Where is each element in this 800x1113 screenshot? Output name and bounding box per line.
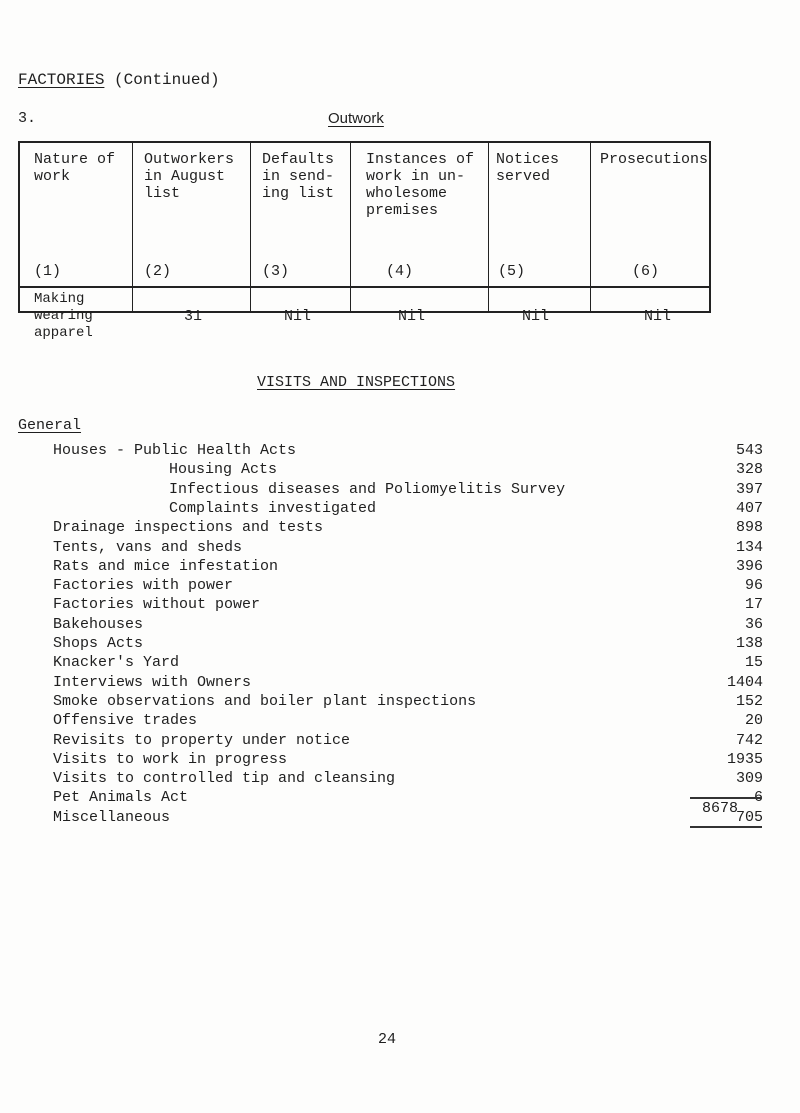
- visit-count: 1935: [726, 750, 763, 768]
- visit-label: Miscellaneous: [53, 808, 171, 826]
- header-outworkers: Outworkers in August list: [144, 151, 235, 202]
- visit-count: 15: [744, 654, 763, 672]
- column-number: (5): [498, 263, 526, 280]
- visit-count: 152: [735, 692, 763, 710]
- subsection-number: 3.: [18, 110, 37, 127]
- visit-label: Complaints investigated: [169, 499, 377, 517]
- visit-label: Rats and mice infestation: [53, 557, 279, 575]
- header-nature-of-work: Nature of work: [34, 151, 116, 185]
- visit-count: 6: [753, 789, 763, 807]
- visits-heading: VISITS AND INSPECTIONS: [257, 374, 456, 391]
- visit-count: 543: [735, 442, 763, 459]
- visit-count: 1404: [726, 673, 763, 691]
- row-notices: Nil: [522, 308, 550, 325]
- row-prosecutions: Nil: [644, 308, 672, 325]
- visit-label: Tents, vans and sheds: [53, 538, 243, 556]
- page-number: 24: [378, 1031, 397, 1048]
- visit-count: 96: [744, 577, 763, 595]
- outwork-table: [18, 141, 711, 341]
- visit-count: 742: [735, 731, 763, 749]
- visit-count: 36: [744, 615, 763, 633]
- visit-count: 20: [744, 712, 763, 730]
- visit-label: Visits to work in progress: [53, 750, 288, 768]
- header-prosecutions: Prosecutions: [600, 151, 709, 168]
- visit-count: 898: [735, 519, 763, 537]
- visit-count: 705: [735, 808, 763, 826]
- header-notices: Notices served: [496, 151, 560, 185]
- column-number: (2): [144, 263, 172, 280]
- column-number: (6): [632, 263, 660, 280]
- visit-label: Interviews with Owners: [53, 673, 252, 691]
- visit-count: 138: [735, 635, 763, 652]
- subsection-title: Outwork: [328, 110, 384, 127]
- row-outworkers: 31: [184, 308, 203, 325]
- column-number: (4): [386, 263, 414, 280]
- visit-label: Infectious diseases and Poliomyelitis Survey: [169, 480, 566, 498]
- row-defaults: Nil: [284, 308, 312, 325]
- column-number: (1): [34, 263, 62, 280]
- visit-label: Factories with power: [53, 577, 234, 595]
- visit-label: Shops Acts: [53, 635, 144, 652]
- header-defaults: Defaults in send- ing list: [262, 151, 335, 202]
- visits-total: 8678: [702, 800, 739, 817]
- visit-label: Houses - Public Health Acts: [53, 442, 297, 459]
- visit-label: Drainage inspections and tests: [53, 519, 324, 537]
- visit-label: Housing Acts: [169, 461, 278, 479]
- row-nature-of-work: Making wearing apparel: [34, 291, 93, 341]
- visit-count: 397: [735, 480, 763, 498]
- row-instances: Nil: [398, 308, 426, 325]
- visit-label: Offensive trades: [53, 712, 198, 730]
- visit-count: 309: [735, 770, 763, 788]
- section-heading-suffix: (Continued): [114, 71, 220, 89]
- header-divider: [20, 286, 709, 288]
- total-rule-top: [690, 797, 762, 799]
- visit-count: 328: [735, 461, 763, 479]
- header-instances: Instances of work in un- wholesome premises: [366, 151, 475, 219]
- visit-count: 134: [735, 538, 763, 556]
- visit-label: Revisits to property under notice: [53, 731, 351, 749]
- visit-label: Knacker's Yard: [53, 654, 180, 672]
- total-rule-bottom: [690, 826, 762, 828]
- visit-label: Smoke observations and boiler plant inspections: [53, 692, 477, 710]
- column-number: (3): [262, 263, 290, 280]
- section-heading: [18, 71, 220, 89]
- visit-label: Factories without power: [53, 596, 261, 614]
- section-heading-title: FACTORIES: [18, 71, 105, 89]
- visit-label: Visits to controlled tip and cleansing: [53, 770, 396, 788]
- visit-count: 17: [744, 596, 763, 614]
- visit-label: Bakehouses: [53, 615, 144, 633]
- visit-count: 407: [735, 499, 763, 517]
- general-label: General: [18, 417, 82, 434]
- visit-label: Pet Animals Act: [53, 789, 189, 807]
- visit-count: 396: [735, 557, 763, 575]
